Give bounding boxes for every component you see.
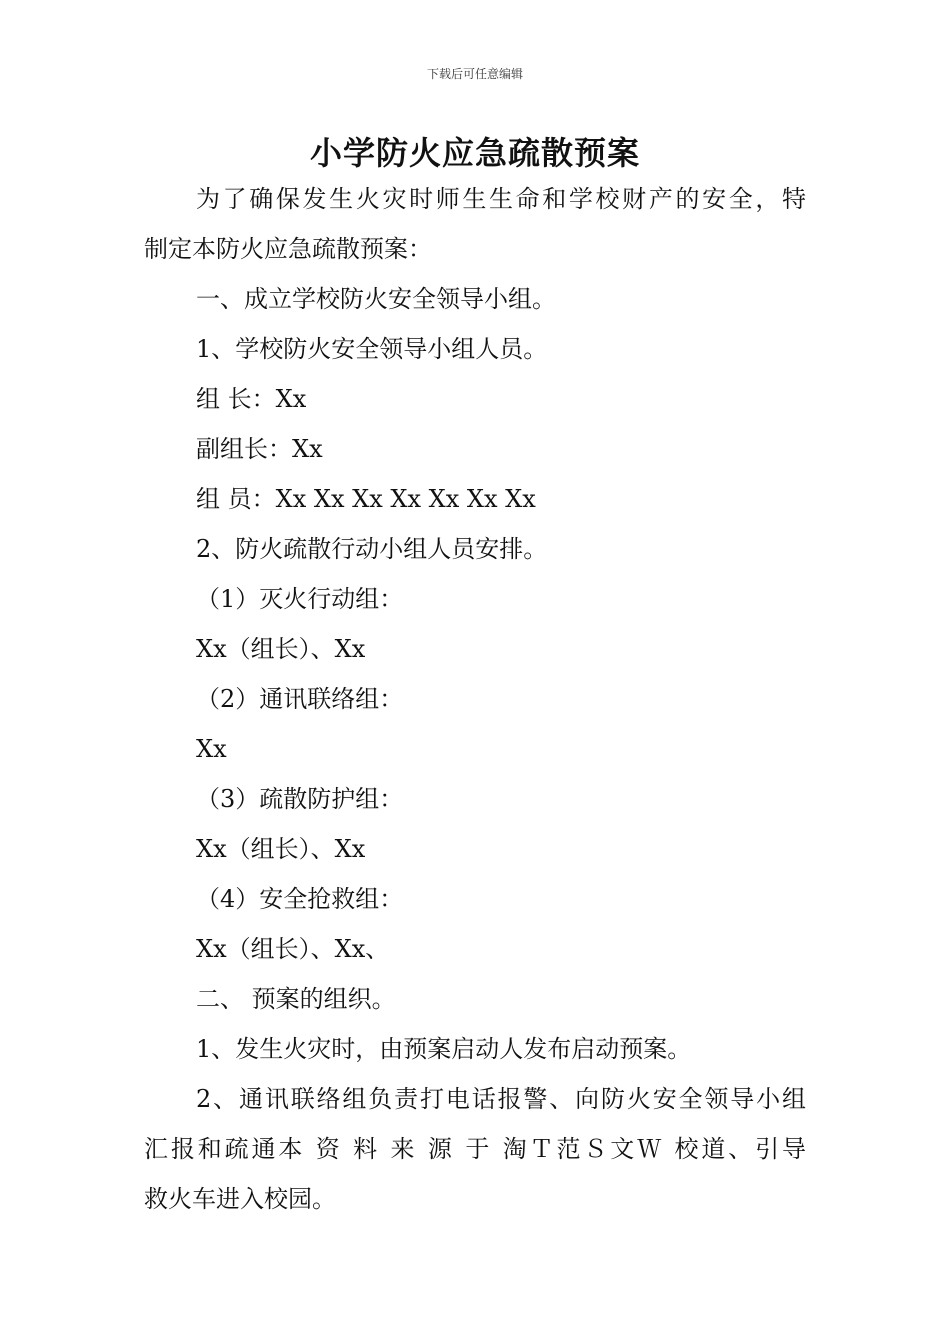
section-heading-1: 一、成立学校防火安全领导小组。 bbox=[196, 285, 556, 313]
paragraph-intro-line-1: 为了确保发生火灾时师生生命和学校财产的安全，特 bbox=[196, 185, 806, 213]
header-note: 下载后可任意编辑 bbox=[426, 67, 523, 81]
section-2-item-1: 1、发生火灾时，由预案启动人发布启动预案。 bbox=[196, 1035, 692, 1063]
section-heading-2: 二、 预案的组织。 bbox=[196, 985, 396, 1013]
members-line: 组 员：Xx Xx Xx Xx Xx Xx Xx bbox=[196, 485, 536, 513]
section-2-item-2-line-1: 2、通讯联络组负责打电话报警、向防火安全领导小组 bbox=[196, 1085, 806, 1113]
group-heading-3: （3）疏散防护组： bbox=[196, 785, 404, 813]
subsection-heading-1-2: 2、防火疏散行动小组人员安排。 bbox=[196, 535, 548, 563]
subsection-heading-1-1: 1、学校防火安全领导小组人员。 bbox=[196, 335, 548, 363]
group-members-4: Xx（组长）、Xx、 bbox=[196, 935, 390, 963]
group-heading-2: （2）通讯联络组： bbox=[196, 685, 404, 713]
document-title: 小学防火应急疏散预案 bbox=[309, 134, 640, 172]
group-members-3: Xx（组长）、Xx bbox=[196, 835, 366, 863]
group-heading-1: （1）灭火行动组： bbox=[196, 585, 404, 613]
leader-line: 组 长：Xx bbox=[196, 385, 307, 413]
section-2-item-2-line-3: 救火车进入校园。 bbox=[144, 1185, 336, 1213]
group-members-1: Xx（组长）、Xx bbox=[196, 635, 366, 663]
section-2-item-2-line-2: 汇报和疏通本 资 料 来 源 于 淘Ｔ范Ｓ文Ｗ 校道、引导 bbox=[144, 1135, 806, 1163]
group-members-2: Xx bbox=[196, 735, 227, 763]
paragraph-intro-line-2: 制定本防火应急疏散预案： bbox=[144, 235, 432, 263]
deputy-leader-line: 副组长：Xx bbox=[196, 435, 323, 463]
group-heading-4: （4）安全抢救组： bbox=[196, 885, 404, 913]
